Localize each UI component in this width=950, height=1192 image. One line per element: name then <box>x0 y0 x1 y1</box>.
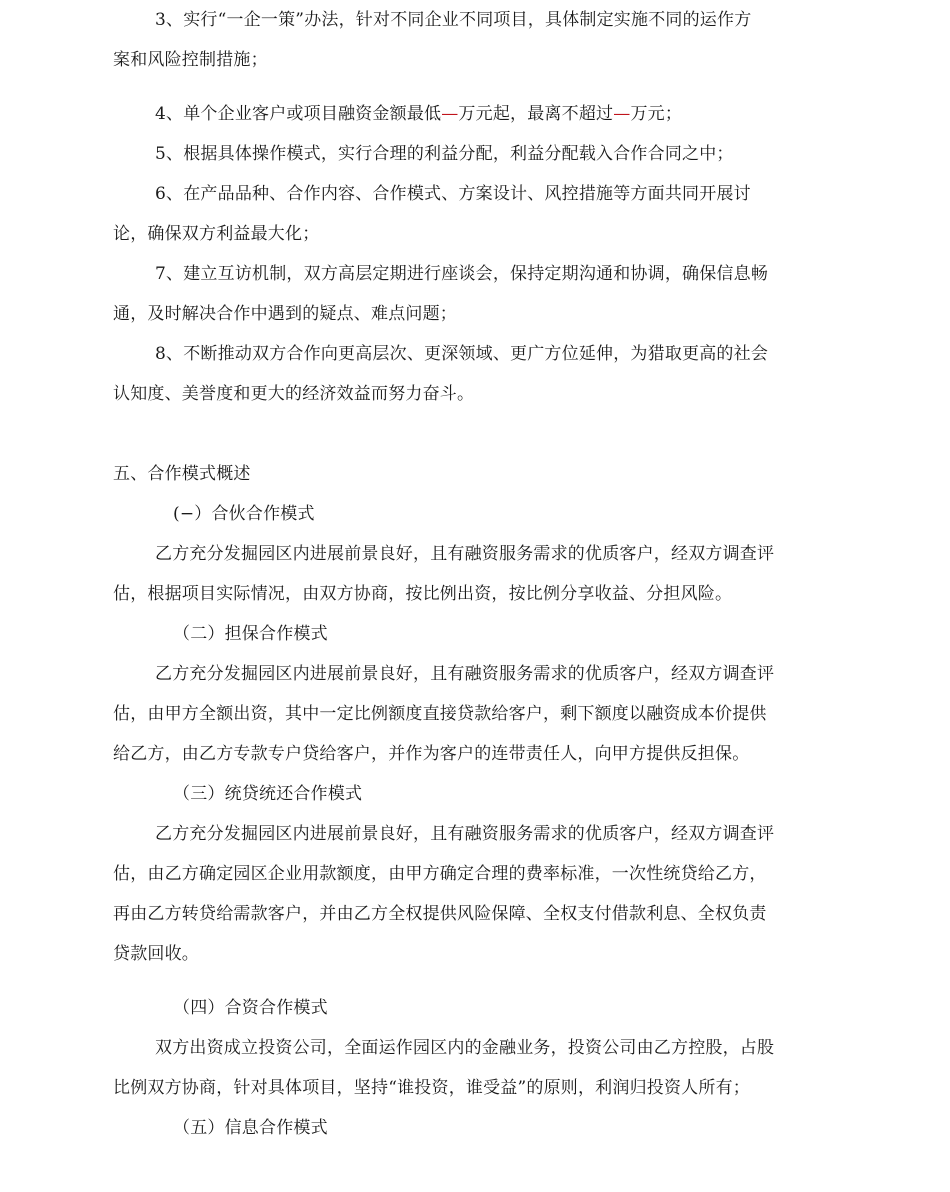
item-number: 7、 <box>155 264 184 284</box>
subsection-heading-4: （四）合资合作模式 <box>173 998 328 1018</box>
paragraph-line: 再由乙方转贷给需款客户，并由乙方全权提供风险保障、全权支付借款利息、全权负责 <box>113 904 767 924</box>
item-text: 建立互访机制，双方高层定期进行座谈会，保持定期沟通和协调，确保信息畅 <box>183 264 769 284</box>
paragraph-line: 给乙方，由乙方专款专户贷给客户，并作为客户的连带责任人，向甲方提供反担保。 <box>113 744 750 764</box>
list-item-8-line-1 <box>113 334 843 374</box>
amount-blank-max: — <box>613 104 631 124</box>
item-text-part-2: 万元起，最离不超过 <box>458 104 614 124</box>
spacer <box>113 80 843 94</box>
section-heading: 五、合作模式概述 <box>113 464 251 484</box>
item-number: 5、 <box>155 144 184 164</box>
paragraph-line: 估，根据项目实际情况，由双方协商，按比例出资，按比例分享收益、分担风险。 <box>113 584 733 604</box>
item-text: 在产品品种、合作内容、合作模式、方案设计、风控措施等方面共同开展讨 <box>183 184 751 204</box>
list-item-6-line-1 <box>113 174 843 214</box>
list-item-5 <box>113 134 843 174</box>
spacer <box>113 974 843 988</box>
item-number: 3、 <box>155 10 184 30</box>
subsection-heading-3: （三）统贷统还合作模式 <box>173 784 363 804</box>
list-item-8-line-2: 认知度、美誉度和更大的经济效益而努力奋斗。 <box>113 384 475 404</box>
subsection-heading-2: （二）担保合作模式 <box>173 624 328 644</box>
spacer <box>113 414 843 454</box>
item-number: 4、 <box>155 104 184 124</box>
list-item-7-line-2: 通，及时解决合作中遇到的疑点、难点问题； <box>113 304 457 324</box>
paragraph-line: 估，由乙方确定园区企业用款额度，由甲方确定合理的费率标准，一次性统贷给乙方， <box>113 864 767 884</box>
paragraph-line: 乙方充分发掘园区内进展前景良好，且有融资服务需求的优质客户，经双方调查评 <box>155 824 775 844</box>
subsection-heading-1: (−）合伙合作模式 <box>173 504 315 524</box>
paragraph-line: 贷款回收。 <box>113 944 199 964</box>
list-item-3-line-1 <box>113 0 843 40</box>
paragraph-line: 双方出资成立投资公司，全面运作园区内的金融业务，投资公司由乙方控股，占股 <box>155 1038 775 1058</box>
list-item-3-line-2: 案和风险控制措施； <box>113 50 268 70</box>
item-text: 不断推动双方合作向更高层次、更深领域、更广方位延伸，为猎取更高的社会 <box>183 344 769 364</box>
item-text-part-3: 万元； <box>630 104 683 124</box>
item-number: 6、 <box>155 184 184 204</box>
list-item-7-line-1 <box>113 254 843 294</box>
item-number: 8、 <box>155 344 184 364</box>
paragraph-line: 乙方充分发掘园区内进展前景良好，且有融资服务需求的优质客户，经双方调查评 <box>155 664 775 684</box>
subsection-heading-5: （五）信息合作模式 <box>173 1118 328 1138</box>
paragraph-line: 乙方充分发掘园区内进展前景良好，且有融资服务需求的优质客户，经双方调查评 <box>155 544 775 564</box>
item-text: 实行“一企一策”办法，针对不同企业不同项目，具体制定实施不同的运作方 <box>183 10 752 30</box>
list-item-6-line-2: 论，确保双方利益最大化； <box>113 224 320 244</box>
amount-blank-min: — <box>441 104 459 124</box>
item-text-part-1: 单个企业客户或项目融资金额最低 <box>183 104 442 124</box>
paragraph-line: 比例双方协商，针对具体项目，坚持“谁投资，谁受益”的原则，利润归投资人所有； <box>113 1078 750 1098</box>
document-page <box>113 0 843 1148</box>
paragraph-line: 估，由甲方全额出资，其中一定比例额度直接贷款给客户，剩下额度以融资成本价提供 <box>113 704 767 724</box>
list-item-4 <box>113 94 843 134</box>
item-text: 根据具体操作模式，实行合理的利益分配，利益分配载入合作合同之中； <box>183 144 734 164</box>
